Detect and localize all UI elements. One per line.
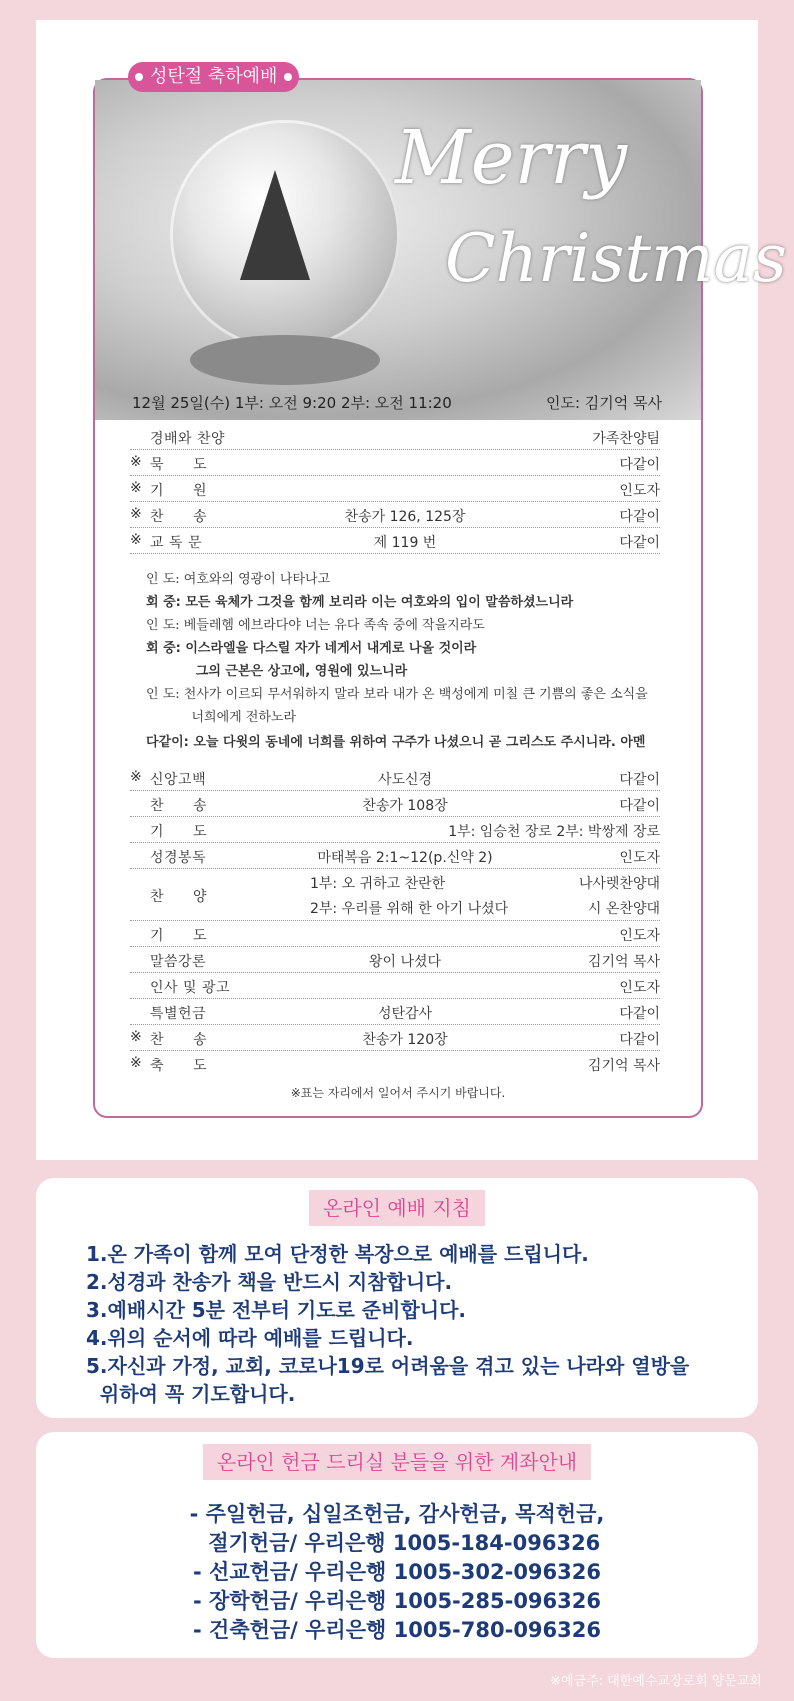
responsive-line: 회 중: 모든 육체가 그것을 함께 보리라 이는 여호와의 입이 말씀하셨느니라 xyxy=(146,595,574,610)
order-content: 찬송가 120장 xyxy=(362,1032,448,1048)
anthem-second-choir: 시 온찬양대 xyxy=(587,901,660,917)
order-leader: 다같이 xyxy=(619,535,660,551)
guide-item: 4.위의 순서에 따라 예배를 드립니다. xyxy=(86,1326,414,1350)
order-row xyxy=(130,844,660,869)
responsive-line: 다같이: 오늘 다윗의 동네에 너희를 위하여 구주가 나셨으니 곧 그리스도 주시니라. 아멘 xyxy=(146,735,646,750)
order-label: 찬 양 xyxy=(150,889,208,905)
order-content: 제 119 번 xyxy=(373,535,437,551)
order-row xyxy=(130,425,660,450)
script-christmas: Christmas xyxy=(445,220,787,297)
guide-item: 1.온 가족이 함께 모여 단정한 복장으로 예배를 드립니다. xyxy=(86,1242,589,1266)
stand-mark: ※ xyxy=(130,454,142,470)
order-row xyxy=(130,503,660,528)
order-leader: 다같이 xyxy=(619,509,660,525)
order-leader: 다같이 xyxy=(619,457,660,473)
order-leader: 김기억 목사 xyxy=(587,1058,660,1074)
account-line: - 선교헌금/ 우리은행 1005-302-096326 xyxy=(193,1560,601,1584)
order-content: 찬송가 108장 xyxy=(362,798,448,814)
stand-mark: ※ xyxy=(130,1029,142,1045)
anthem-first-service: 1부: 오 귀하고 찬란한 xyxy=(310,876,446,892)
order-label: 축 도 xyxy=(150,1058,208,1074)
order-leader: 김기억 목사 xyxy=(587,954,660,970)
responsive-line: 너희에게 전하노라 xyxy=(146,710,297,725)
stand-mark: ※ xyxy=(130,480,142,496)
order-row xyxy=(130,974,660,999)
order-content: 왕이 나셨다 xyxy=(368,954,442,970)
order-leader: 다같이 xyxy=(619,772,660,788)
order-content: 사도신경 xyxy=(377,772,433,788)
order-leader: 다같이 xyxy=(619,1032,660,1048)
account-holder-note: ※예금주: 대한예수교장로회 양문교회 xyxy=(550,1674,762,1689)
standing-note: ※표는 자리에서 일어서 주시기 바랍니다. xyxy=(290,1086,506,1100)
order-leader: 1부: 임승천 장로 2부: 박쌍제 장로 xyxy=(448,824,660,840)
order-label: 말씀강론 xyxy=(150,954,207,970)
guide-item: 5.자신과 가정, 교회, 코로나19로 어려움을 겪고 있는 나라와 열방을 xyxy=(86,1354,690,1378)
responsive-line: 인 도: 베들레헴 에브라다야 너는 유다 족속 중에 작을지라도 xyxy=(146,618,485,633)
order-row xyxy=(130,1052,660,1076)
order-label: 찬 송 xyxy=(150,798,208,814)
order-leader: 다같이 xyxy=(619,1006,660,1022)
responsive-line: 그의 근본은 상고에, 영원에 있느니라 xyxy=(146,664,408,679)
script-merry: Merry xyxy=(395,115,628,201)
christmas-tree-icon xyxy=(240,170,310,280)
order-leader: 인도자 xyxy=(619,850,660,866)
service-dateline xyxy=(132,392,662,413)
service-title-banner: 성탄절 축하예배 xyxy=(128,62,299,92)
order-row xyxy=(130,1026,660,1051)
responsive-line: 회 중: 이스라엘을 다스릴 자가 네게서 내게로 나올 것이라 xyxy=(146,641,477,656)
order-leader: 인도자 xyxy=(619,980,660,996)
offering-accounts xyxy=(36,1432,758,1658)
merry-christmas-script xyxy=(325,115,787,375)
order-row xyxy=(130,766,660,791)
order-leader: 인도자 xyxy=(619,483,660,499)
order-row xyxy=(130,477,660,502)
order-row xyxy=(130,529,660,554)
account-line: - 장학헌금/ 우리은행 1005-285-096326 xyxy=(193,1589,601,1613)
order-row xyxy=(130,792,660,817)
order-label: 성경봉독 xyxy=(150,850,207,866)
responsive-line: 인 도: 여호와의 영광이 나타나고 xyxy=(146,572,331,587)
order-label: 교 독 문 xyxy=(150,535,202,551)
online-worship-guide xyxy=(36,1178,758,1418)
guide-item: 2.성경과 찬송가 책을 반드시 지참합니다. xyxy=(86,1270,453,1294)
order-leader: 인도자 xyxy=(619,928,660,944)
christmas-hero-image xyxy=(95,80,787,420)
guide-title: 온라인 예배 지침 xyxy=(309,1190,485,1226)
order-label: 경배와 찬양 xyxy=(150,431,226,447)
order-content: 마태복음 2:1~12(p.신약 2) xyxy=(317,850,493,866)
order-label: 신앙고백 xyxy=(150,772,207,788)
account-line: - 주일헌금, 십일조헌금, 감사헌금, 목적헌금, xyxy=(189,1502,605,1526)
order-row xyxy=(130,922,660,947)
stand-mark: ※ xyxy=(130,506,142,522)
guide-item: 3.예배시간 5분 전부터 기도로 준비합니다. xyxy=(86,1298,466,1322)
stand-mark: ※ xyxy=(130,769,142,785)
accounts-title: 온라인 헌금 드리실 분들을 위한 계좌안내 xyxy=(203,1444,591,1480)
order-label: 기 도 xyxy=(150,824,208,840)
order-content: 찬송가 126, 125장 xyxy=(344,509,466,525)
account-line: - 건축헌금/ 우리은행 1005-780-096326 xyxy=(193,1618,601,1642)
order-label: 기 원 xyxy=(150,483,208,499)
guide-item: 위하여 꼭 기도합니다. xyxy=(86,1382,296,1406)
service-times: 12월 25일(수) 1부: 오전 9:20 2부: 오전 11:20 xyxy=(132,394,452,412)
order-label: 묵 도 xyxy=(150,457,208,473)
stand-mark: ※ xyxy=(130,1055,142,1071)
order-row xyxy=(130,1000,660,1025)
order-leader: 다같이 xyxy=(619,798,660,814)
order-label: 기 도 xyxy=(150,928,208,944)
order-label: 찬 송 xyxy=(150,509,208,525)
anthem-first-choir: 나사렛찬양대 xyxy=(578,876,660,892)
anthem-second-service: 2부: 우리를 위해 한 아기 나셨다 xyxy=(310,901,509,917)
stand-mark: ※ xyxy=(130,532,142,548)
order-row xyxy=(130,451,660,476)
order-label: 인사 및 광고 xyxy=(150,980,231,996)
order-label: 찬 송 xyxy=(150,1032,208,1048)
anthem-row xyxy=(130,870,660,921)
service-leader: 인도: 김기억 목사 xyxy=(545,394,662,412)
order-leader: 가족찬양팀 xyxy=(592,431,660,447)
order-content: 성탄감사 xyxy=(377,1006,433,1022)
order-label: 특별헌금 xyxy=(150,1006,207,1022)
responsive-line: 인 도: 천사가 이르되 무서워하지 말라 보라 내가 온 백성에게 미칠 큰 기쁨의 좋은 소식을 xyxy=(146,687,648,702)
order-row xyxy=(130,948,660,973)
account-line: 절기헌금/ 우리은행 1005-184-096326 xyxy=(193,1531,601,1555)
order-row xyxy=(130,818,660,843)
